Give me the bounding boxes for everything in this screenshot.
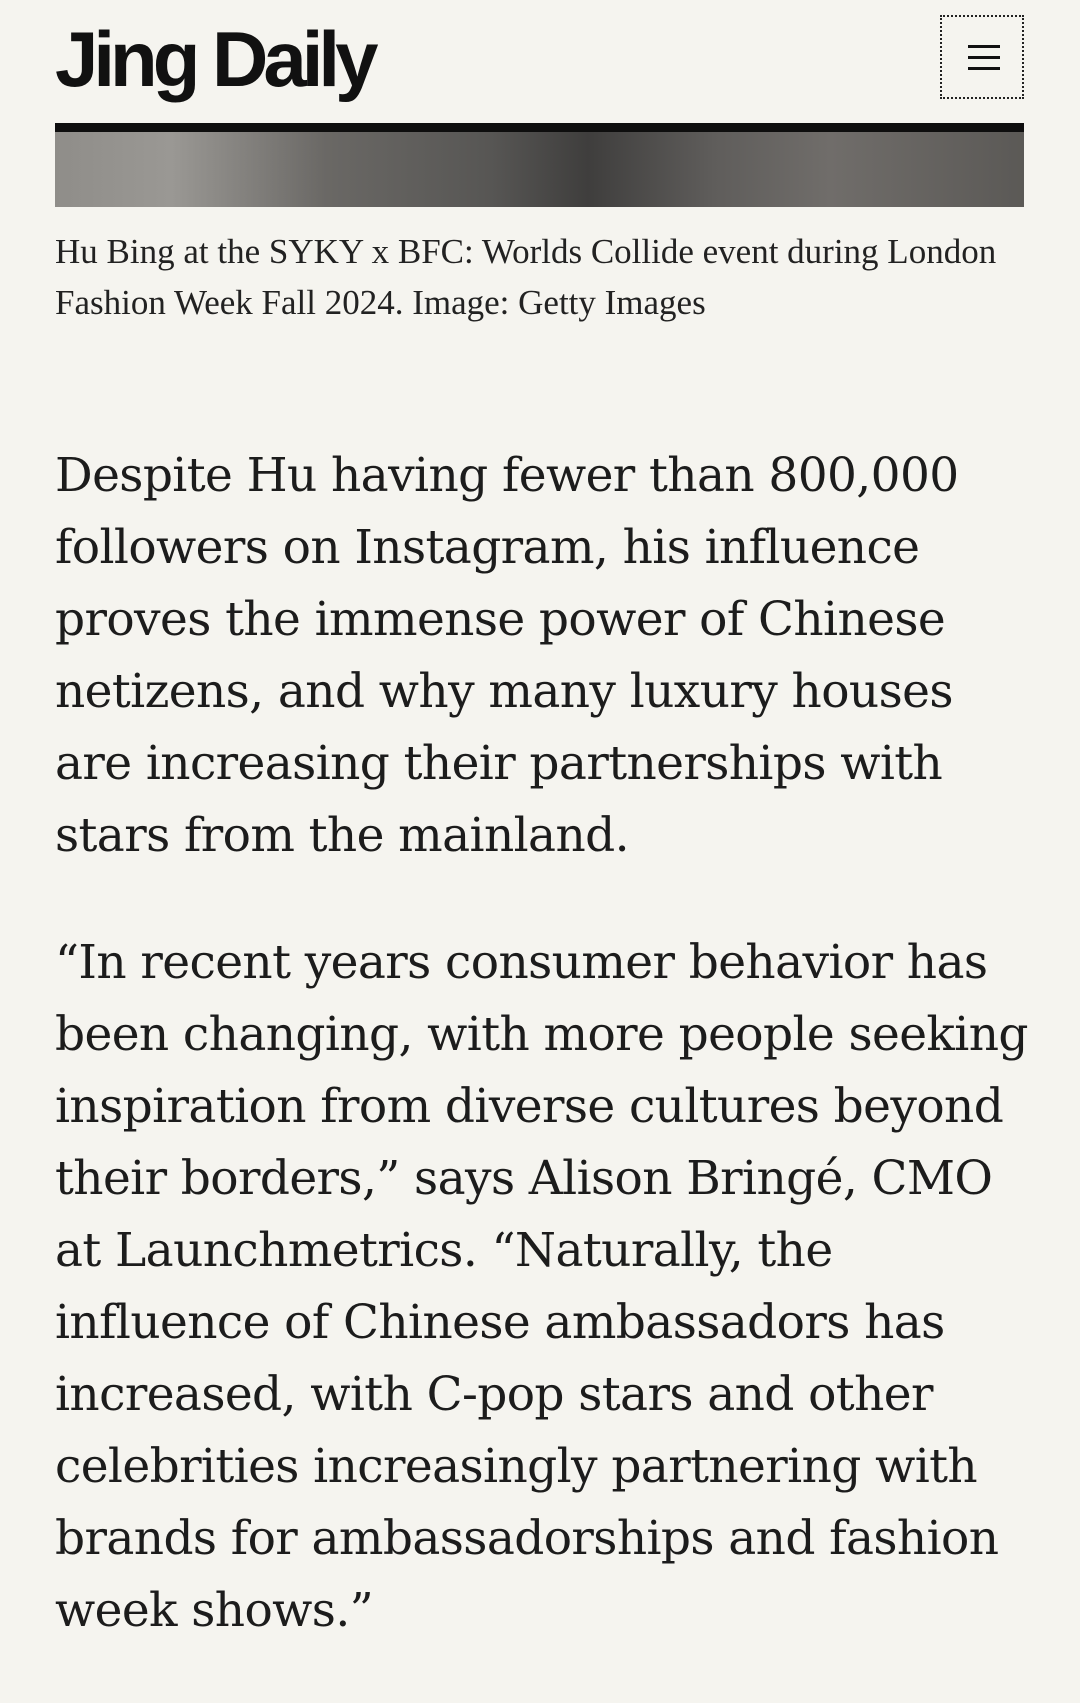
- header-divider: [55, 123, 1024, 132]
- site-logo[interactable]: Jing Daily: [55, 15, 374, 103]
- image-caption: Hu Bing at the SYKY x BFC: Worlds Collide event during London Fashion Week Fall 2024. Image: Getty Images: [55, 232, 997, 322]
- article-image: [55, 132, 1024, 207]
- hamburger-menu-icon: [968, 45, 1000, 71]
- site-header: [55, 14, 1024, 108]
- article-paragraph: “In recent years consumer behavior has been changing, with more people seeking inspiration from diverse cultures beyond their borders,” says Alison Bringé, CMO at Launchmetrics. “Naturally, the influence of Chinese ambassadors has increased, with C-pop stars and other celebrities increasingly partnering with brands for ambassadorships and fashion week shows.”: [55, 935, 1028, 1638]
- article-paragraph: Despite Hu having fewer than 800,000 followers on Instagram, his influence proves the immense power of Chinese netizens, and why many luxury houses are increasing their partnerships with stars from the mainland.: [55, 448, 959, 863]
- menu-button[interactable]: [940, 15, 1024, 99]
